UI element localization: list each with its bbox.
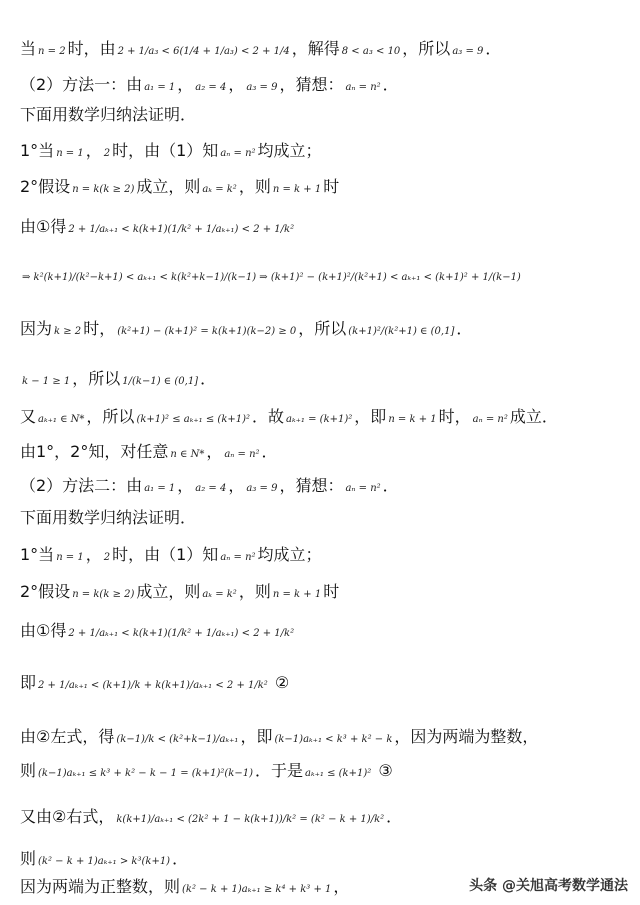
- line-text: 2°假设: [20, 177, 71, 196]
- line-text: ，猜想：: [279, 476, 344, 495]
- line-text: 由②左式，得: [20, 727, 115, 746]
- math-expression: 2: [103, 552, 111, 563]
- math-expression: aₙ = n²: [224, 449, 260, 460]
- line-text: 时，: [438, 407, 471, 426]
- line-text: ，: [206, 442, 223, 461]
- document-line: [20, 475, 620, 500]
- math-expression: 2 + 1/aₖ₊₁ < k(k+1)(1/k² + 1/aₖ₊₁) < 2 + 1/k²: [68, 224, 295, 235]
- document-line: [20, 806, 620, 831]
- line-text: 则: [20, 761, 37, 780]
- math-expression: a₃ = 9: [246, 483, 278, 494]
- math-expression: k ≥ 2: [54, 326, 82, 337]
- line-text: ，: [85, 545, 102, 564]
- document-line: [20, 318, 620, 343]
- line-text: ，因为两端为整数，: [394, 727, 539, 746]
- document-line: [20, 38, 620, 63]
- line-text: ，所以: [402, 39, 451, 58]
- line-text: ．: [382, 75, 399, 94]
- line-text: ②: [269, 673, 290, 692]
- math-expression: n = k + 1: [272, 184, 322, 195]
- math-expression: 2 + 1/a₃ < 6(1/4 + 1/a₃) < 2 + 1/4: [117, 46, 290, 57]
- line-text: 当: [20, 39, 37, 58]
- math-expression: k(k+1)/aₖ₊₁ < (2k² + 1 − k(k+1))/k² = (k² − k + 1)/k²: [116, 814, 385, 825]
- line-text: ，: [85, 141, 102, 160]
- document-line: [20, 216, 620, 241]
- line-text: ，则: [238, 582, 271, 601]
- math-expression: 2 + 1/aₖ₊₁ < k(k+1)(1/k² + 1/aₖ₊₁) < 2 + 1/k²: [68, 628, 295, 639]
- line-text: ．于是: [254, 761, 303, 780]
- document-line: [20, 726, 620, 751]
- document-line: [20, 104, 620, 126]
- math-expression: aₙ = n²: [220, 148, 256, 159]
- math-expression: (k+1)² ≤ aₖ₊₁ ≤ (k+1)²: [136, 414, 251, 425]
- math-expression: (k² − k + 1)aₖ₊₁ > k³(k+1): [38, 856, 171, 867]
- document-line: [20, 620, 620, 645]
- math-expression: a₂ = 4: [195, 82, 227, 93]
- document-line: [20, 672, 620, 697]
- math-expression: n ∈ N*: [170, 449, 205, 460]
- math-expression: aₙ = n²: [220, 552, 256, 563]
- math-expression: (k+1)²/(k²+1) ∈ (0,1]: [348, 326, 455, 337]
- math-expression: aₙ = n²: [345, 82, 381, 93]
- line-text: 成立．: [509, 407, 558, 426]
- math-expression: n = k(k ≥ 2): [72, 589, 135, 600]
- line-text: 由1°，2°知，对任意: [20, 442, 169, 461]
- math-expression: aₖ₊₁ = (k+1)²: [286, 414, 353, 425]
- line-text: 因为两端为正整数，则: [20, 877, 181, 896]
- line-text: 又由②右式，: [20, 807, 115, 826]
- math-expression: (k−1)/k < (k²+k−1)/aₖ₊₁: [116, 734, 239, 745]
- document-line: [20, 544, 620, 569]
- line-text: ，猜想：: [279, 75, 344, 94]
- math-expression: 2 + 1/aₖ₊₁ < (k+1)/k + k(k+1)/aₖ₊₁ < 2 + 1/k²: [38, 680, 268, 691]
- document-line: [20, 368, 620, 393]
- line-text: 时，: [83, 319, 116, 338]
- math-expression: 2: [103, 148, 111, 159]
- math-expression: (k²+1) − (k+1)² = k(k+1)(k−2) ≥ 0: [117, 326, 297, 337]
- line-text: 时: [323, 582, 340, 601]
- line-text: ，则: [238, 177, 271, 196]
- line-text: ．: [382, 476, 399, 495]
- line-text: 时: [323, 177, 340, 196]
- line-text: ，即: [240, 727, 273, 746]
- line-text: 均成立；: [257, 141, 322, 160]
- math-expression: aₖ = k²: [202, 589, 237, 600]
- math-expression: aₖ₊₁ ≤ (k+1)²: [305, 768, 372, 779]
- line-text: （2）方法二：由: [20, 476, 143, 495]
- line-text: ，: [228, 75, 245, 94]
- line-text: 2°假设: [20, 582, 71, 601]
- math-expression: n = k + 1: [388, 414, 437, 425]
- document-line: [20, 581, 620, 606]
- math-expression: a₃ = 9: [452, 46, 484, 57]
- line-text: ，: [333, 877, 350, 896]
- math-expression: a₁ = 1: [144, 483, 176, 494]
- line-text: 1°当: [20, 141, 55, 160]
- line-text: ，所以: [72, 369, 121, 388]
- line-text: 因为: [20, 319, 53, 338]
- line-text: ③: [373, 761, 393, 780]
- math-expression: n = 2: [38, 46, 66, 57]
- line-text: 下面用数学归纳法证明．: [20, 508, 197, 527]
- math-expression: (k² − k + 1)aₖ₊₁ ≥ k⁴ + k³ + 1: [182, 884, 332, 895]
- watermark: 头条 @关旭高考数学通法: [469, 878, 628, 894]
- math-expression: n = k(k ≥ 2): [72, 184, 135, 195]
- document-line: [20, 406, 620, 431]
- line-text: ．故: [252, 407, 285, 426]
- math-expression: (k−1)aₖ₊₁ < k³ + k² − k: [274, 734, 393, 745]
- line-text: （2）方法一：由: [20, 75, 143, 94]
- line-text: 成立，则: [136, 177, 201, 196]
- math-expression: ⇒ k²(k+1)/(k²−k+1) < aₖ₊₁ < k(k²+k−1)/(k−1) ⇒ (k+1)² − (k+1)²/(k²+1) < aₖ₊₁ < (k+1)² + 1/(k−1): [22, 272, 521, 283]
- math-expression: 8 < a₃ < 10: [341, 46, 401, 57]
- line-text: ，所以: [298, 319, 347, 338]
- document-line: [20, 848, 620, 873]
- math-expression: n = k + 1: [272, 589, 322, 600]
- line-text: ．: [456, 319, 473, 338]
- document-line: [20, 74, 620, 99]
- document-line: [20, 176, 620, 201]
- line-text: 1°当: [20, 545, 55, 564]
- document-line: [20, 140, 620, 165]
- line-text: ．: [200, 369, 217, 388]
- math-expression: n = 1: [56, 148, 84, 159]
- line-text: 时，由: [67, 39, 116, 58]
- line-text: ，: [177, 75, 194, 94]
- math-expression: a₃ = 9: [246, 82, 278, 93]
- line-text: 均成立；: [257, 545, 322, 564]
- math-expression: aₙ = n²: [472, 414, 508, 425]
- math-expression: aₖ₊₁ ∈ N*: [38, 414, 85, 425]
- line-text: ．: [485, 39, 502, 58]
- math-expression: a₂ = 4: [195, 483, 227, 494]
- line-text: ，解得: [291, 39, 340, 58]
- line-text: ，所以: [86, 407, 135, 426]
- line-text: 时，由（1）知: [112, 141, 219, 160]
- line-text: ．: [261, 442, 278, 461]
- math-expression: (k−1)aₖ₊₁ ≤ k³ + k² − k − 1 = (k+1)²(k−1): [38, 768, 253, 779]
- line-text: 由①得: [20, 621, 67, 640]
- math-expression: 1/(k−1) ∈ (0,1]: [122, 376, 199, 387]
- line-text: 下面用数学归纳法证明．: [20, 105, 197, 124]
- line-text: ，即: [354, 407, 387, 426]
- line-text: 时，由（1）知: [112, 545, 219, 564]
- math-expression: aₙ = n²: [345, 483, 381, 494]
- math-expression: n = 1: [56, 552, 84, 563]
- line-text: 又: [20, 407, 37, 426]
- line-text: 则: [20, 849, 37, 868]
- document-line: [20, 760, 620, 785]
- line-text: 成立，则: [136, 582, 201, 601]
- line-text: ，: [228, 476, 245, 495]
- line-text: ，: [177, 476, 194, 495]
- math-expression: a₁ = 1: [144, 82, 176, 93]
- document-line: [20, 441, 620, 466]
- line-text: ．: [172, 849, 189, 868]
- document-line: [20, 264, 620, 289]
- document-line: [20, 507, 620, 529]
- math-expression: k − 1 ≥ 1: [22, 376, 71, 387]
- line-text: 由①得: [20, 217, 67, 236]
- line-text: ．: [386, 807, 403, 826]
- line-text: 即: [20, 673, 37, 692]
- math-expression: aₖ = k²: [202, 184, 237, 195]
